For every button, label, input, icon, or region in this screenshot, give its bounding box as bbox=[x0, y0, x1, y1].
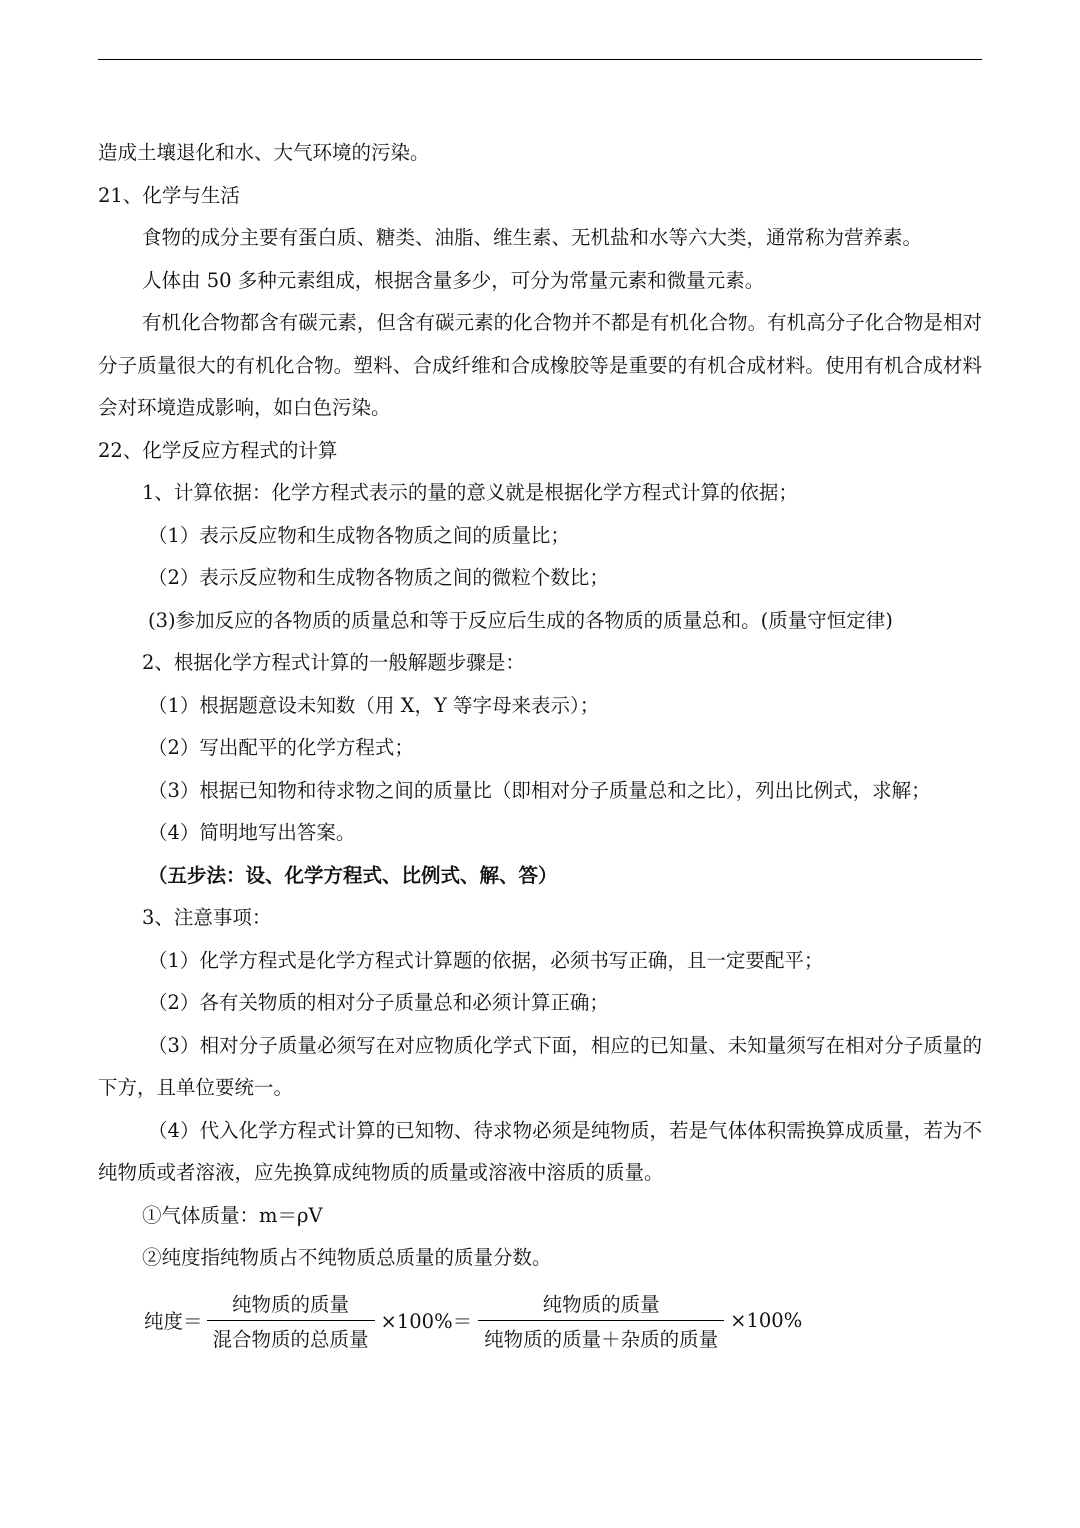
fraction-1-denominator: 混合物质的总质量 bbox=[207, 1320, 375, 1352]
subheading-notes: 3、注意事项： bbox=[142, 906, 272, 929]
section-heading-21: 21、化学与生活 bbox=[98, 183, 240, 207]
purity-note: ②纯度指纯物质占不纯物质总质量的质量分数。 bbox=[142, 1246, 552, 1269]
fraction-1 bbox=[207, 1289, 375, 1352]
subheading-basis: 1、计算依据：化学方程式表示的量的意义就是根据化学方程式计算的依据； bbox=[142, 481, 798, 504]
header-rule bbox=[98, 59, 982, 60]
fraction-2-numerator: 纯物质的质量 bbox=[542, 1292, 660, 1316]
list-item: （1）根据题意设未知数（用 X，Y 等字母来表示）； bbox=[148, 693, 600, 717]
paragraph-organic: 有机化合物都含有碳元素，但含有碳元素的化合物并不都是有机化合物。有机高分子化合物是相对分子质量很大的有机化合物。塑料、合成纤维和合成橡胶等是重要的有机合成材料。使用有机合成材料会对环境造成影响，如白色污染。 bbox=[98, 311, 982, 419]
list-item: （1）表示反应物和生成物各物质之间的质量比； bbox=[148, 523, 570, 547]
formula-multiply: ×100% bbox=[730, 1308, 803, 1332]
list-item: （4）代入化学方程式计算的已知物、待求物必须是纯物质，若是气体体积需换算成质量，若为不纯物质或者溶液，应先换算成纯物质的质量或溶液中溶质的质量。 bbox=[98, 1118, 982, 1184]
fraction-1-numerator: 纯物质的质量 bbox=[232, 1292, 350, 1316]
list-item: （2）表示反应物和生成物各物质之间的微粒个数比； bbox=[148, 566, 609, 589]
paragraph-continuation: 造成土壤退化和水、大气环境的污染。 bbox=[98, 141, 430, 164]
list-item: （4）简明地写出答案。 bbox=[148, 821, 356, 844]
paragraph-elements: 人体由 50 多种元素组成，根据含量多少，可分为常量元素和微量元素。 bbox=[142, 268, 765, 292]
section-heading-22: 22、化学反应方程式的计算 bbox=[98, 438, 338, 462]
purity-formula bbox=[144, 1290, 804, 1350]
list-item: （2）写出配平的化学方程式； bbox=[148, 736, 414, 759]
list-item: （3）根据已知物和待求物之间的质量比（即相对分子质量总和之比），列出比例式，求解； bbox=[148, 778, 931, 802]
five-step-summary: （五步法：设、化学方程式、比例式、解、答） bbox=[148, 863, 558, 887]
formula-multiply-equals: ×100%＝ bbox=[380, 1310, 473, 1333]
subheading-steps: 2、根据化学方程式计算的一般解题步骤是： bbox=[142, 651, 525, 674]
list-item: (3)参加反应的各物质的质量总和等于反应后生成的各物质的质量总和。(质量守恒定律) bbox=[148, 608, 893, 632]
fraction-2-denominator: 纯物质的质量＋杂质的质量 bbox=[478, 1320, 724, 1352]
formula-lhs: 纯度＝ bbox=[144, 1310, 203, 1333]
list-item: （1）化学方程式是化学方程式计算题的依据，必须书写正确，且一定要配平； bbox=[148, 948, 824, 972]
paragraph-nutrients: 食物的成分主要有蛋白质、糖类、油脂、维生素、无机盐和水等六大类，通常称为营养素。 bbox=[142, 226, 923, 249]
fraction-2 bbox=[478, 1289, 724, 1352]
list-item: （3）相对分子质量必须写在对应物质化学式下面，相应的已知量、未知量须写在相对分子质量的下方，且单位要统一。 bbox=[98, 1033, 982, 1099]
gas-mass-note: ①气体质量：m＝ρV bbox=[142, 1203, 323, 1227]
document-body bbox=[98, 132, 982, 1280]
list-item: （2）各有关物质的相对分子质量总和必须计算正确； bbox=[148, 991, 609, 1014]
